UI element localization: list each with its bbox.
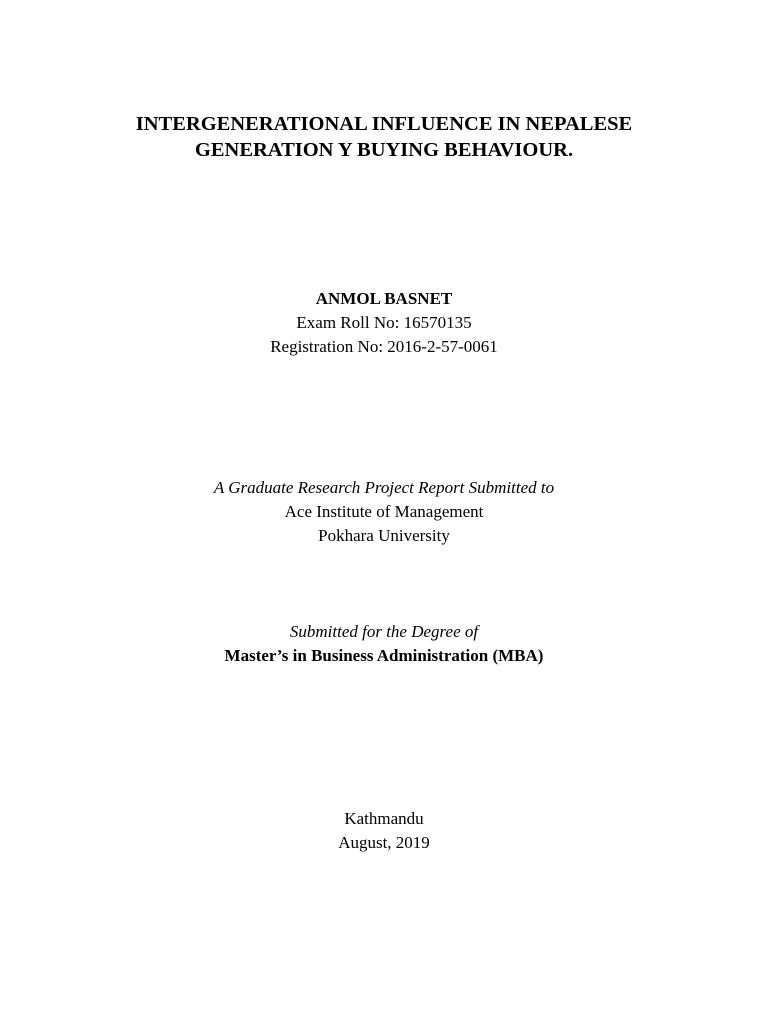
university-name: Pokhara University bbox=[318, 526, 450, 545]
author-block bbox=[0, 287, 768, 359]
degree-name: Master’s in Business Administration (MBA) bbox=[224, 646, 544, 665]
exam-roll-number: Exam Roll No: 16570135 bbox=[296, 313, 472, 332]
registration-number: Registration No: 2016-2-57-0061 bbox=[270, 337, 498, 356]
title-line-2: GENERATION Y BUYING BEHAVIOUR. bbox=[194, 139, 574, 161]
submission-block bbox=[0, 476, 768, 548]
degree-block bbox=[0, 620, 768, 668]
degree-intro: Submitted for the Degree of bbox=[289, 622, 479, 641]
title-line-1: INTERGENERATIONAL INFLUENCE IN NEPALESE bbox=[135, 113, 633, 135]
city: Kathmandu bbox=[344, 809, 424, 828]
institute-name: Ace Institute of Management bbox=[284, 502, 484, 521]
document-title bbox=[0, 111, 768, 163]
place-date-block bbox=[0, 807, 768, 855]
author-name: ANMOL BASNET bbox=[315, 289, 453, 308]
submission-intro: A Graduate Research Project Report Submitted to bbox=[213, 478, 555, 497]
submission-date: August, 2019 bbox=[338, 833, 430, 852]
